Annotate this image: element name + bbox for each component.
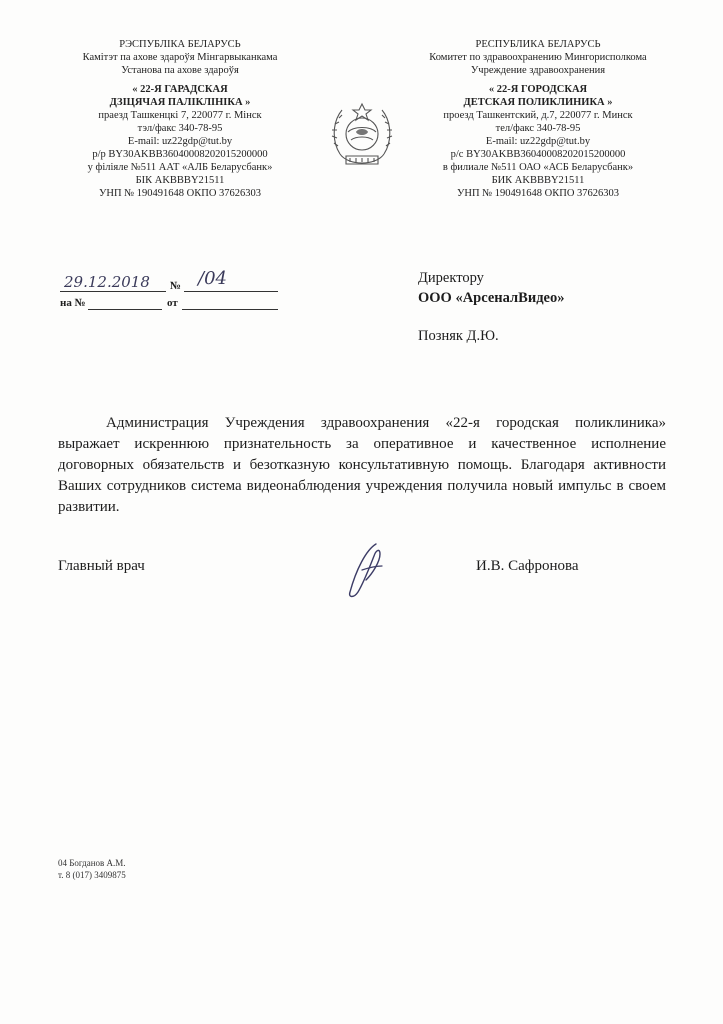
country-name: РЕСПУБЛИКА БЕЛАРУСЬ bbox=[475, 39, 601, 50]
signature-icon bbox=[336, 540, 396, 602]
signer-name: И.В. Сафронова bbox=[476, 558, 579, 574]
org-name-line-1: « 22-Я ГАРАДСКАЯ bbox=[132, 84, 228, 95]
executor-phone: т. 8 (017) 3409875 bbox=[58, 870, 126, 880]
outgoing-date: 29.12.2018 bbox=[64, 273, 150, 291]
org-unp: УНП № 190491648 ОКПО 37626303 bbox=[98, 188, 262, 199]
institution-type: Установа па ахове здароўя bbox=[121, 65, 239, 76]
addressee-person: Позняк Д.Ю. bbox=[418, 328, 499, 344]
org-name-line-1: « 22-Я ГОРОДСКАЯ bbox=[488, 84, 588, 95]
org-phone: тэл/факс 340-78-95 bbox=[137, 123, 223, 134]
committee-name: Комитет по здравоохранению Мингорисполкома bbox=[429, 52, 647, 63]
org-name-line-2: ДЕТСКАЯ ПОЛИКЛИНИКА » bbox=[463, 97, 613, 108]
org-bank: у філіяле №511 ААТ «АЛБ Беларусбанк» bbox=[87, 162, 273, 173]
number-label: № bbox=[170, 280, 182, 292]
org-account: р/р BY30AKBB36040008202015200000 bbox=[92, 149, 268, 160]
org-bik: БИК AKBBBY21511 bbox=[491, 175, 585, 186]
org-bank: в филиале №511 ОАО «АСБ Беларусбанк» bbox=[442, 162, 634, 173]
org-email: E-mail: uz22gdp@tut.by bbox=[127, 136, 233, 147]
addressee-position: Директору bbox=[418, 270, 484, 286]
addressee-block bbox=[418, 268, 564, 346]
executor-footer bbox=[58, 857, 126, 881]
outgoing-number: /04 bbox=[198, 268, 227, 289]
org-name-line-2: ДЗІЦЯЧАЯ ПАЛІКЛІНІКА » bbox=[109, 97, 251, 108]
state-emblem-icon bbox=[326, 96, 398, 172]
letterhead-russian bbox=[398, 38, 678, 200]
country-name: РЭСПУБЛІКА БЕЛАРУСЬ bbox=[119, 39, 241, 50]
org-unp: УНП № 190491648 ОКПО 37626303 bbox=[456, 188, 620, 199]
letter-body: Администрация Учреждения здравоохранения «22-я городская поликлиника» выражает искреннюю признательность за оперативное и качественное исполнение договорных обязательств и безотказную консультативную помощь. Благодаря активности Ваших сотрудников система видеонаблюдения учреждения получила новый импульс в своем развитии. bbox=[58, 415, 666, 515]
addressee-company: ООО «АрсеналВидео» bbox=[418, 290, 565, 306]
letterhead-belarusian bbox=[40, 38, 320, 200]
from-label: от bbox=[167, 297, 178, 309]
org-account: р/с BY30AKBB36040008202015200000 bbox=[450, 149, 626, 160]
executor-name: 04 Богданов А.М. bbox=[58, 858, 126, 868]
committee-name: Камітэт па ахове здароўя Мінгарвыканкама bbox=[82, 52, 278, 63]
institution-type: Учреждение здравоохранения bbox=[470, 65, 606, 76]
signer-title: Главный врач bbox=[58, 558, 145, 574]
reference-label: на № bbox=[60, 297, 86, 309]
org-bik: БІК AKBBBY21511 bbox=[135, 175, 225, 186]
org-email: E-mail: uz22gdp@tut.by bbox=[485, 136, 591, 147]
org-address: проезд Ташкентский, д.7, 220077 г. Минск bbox=[443, 110, 633, 121]
org-address: праезд Ташкенцкі 7, 220077 г. Мінск bbox=[98, 110, 262, 121]
org-phone: тел/факс 340-78-95 bbox=[495, 123, 581, 134]
